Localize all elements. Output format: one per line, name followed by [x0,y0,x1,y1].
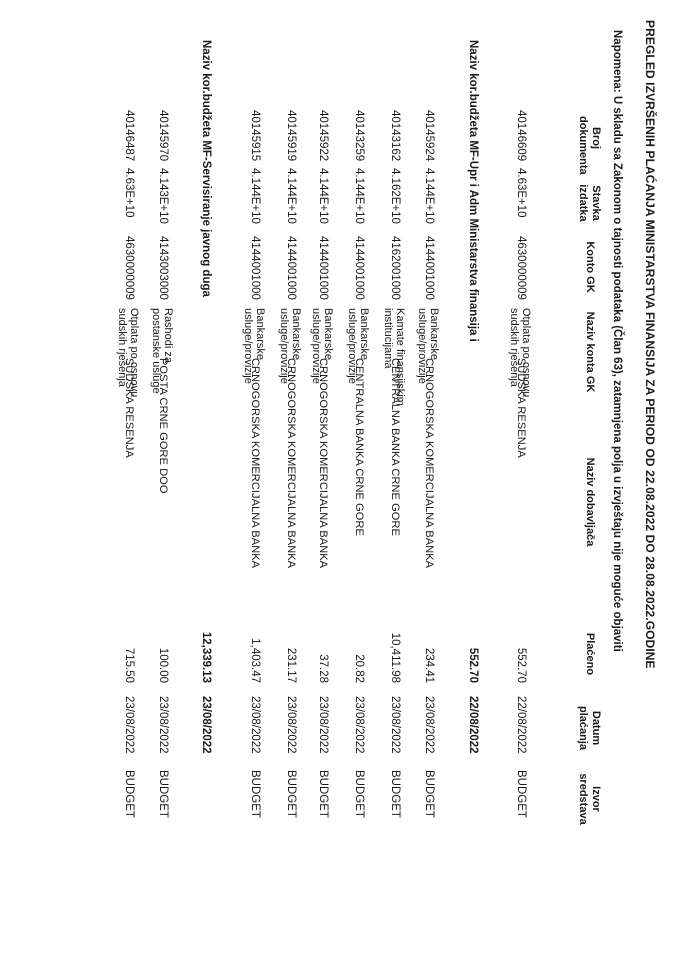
amount-paid: 234.41 [423,647,435,683]
supplier-name: SUDSKA RESENJA [515,358,527,458]
account-name: Rashodi za postanske usluge [150,308,174,394]
payment-date: 23/08/2022 [317,696,329,754]
amount-paid: 552.70 [515,647,527,683]
expense-item: 4.144E+10 [285,168,297,224]
confidentiality-note: Napomena: U skladu sa Zakonom o tajnosti podataka (Član 63), zatamnjena polja u izvještaju nije moguće objaviti [611,30,623,652]
col-header-konto: Konto GK [584,241,596,293]
account-name: Otplata po osnovu sudskih rješenja [508,308,532,398]
amount-paid: 100.00 [157,647,169,683]
expense-item: 4.63E+10 [123,168,135,218]
account-code: 4144001000 [249,236,261,300]
account-code: 4144001000 [285,236,297,300]
account-name: Bankarske usluge/provizije [310,308,334,384]
expense-item: 4.144E+10 [423,168,435,224]
expense-item: 4.144E+10 [317,168,329,224]
funding-source: BUDGET [123,770,135,818]
supplier-name: CRNOGORSKA KOMERCIJALNA BANKA [249,358,261,569]
amount-paid: 37.28 [317,654,329,683]
payment-date: 23/08/2022 [389,696,401,754]
section-total: 552.70 [467,647,479,683]
col-header-placeno: Plaćeno [584,632,596,676]
funding-source: BUDGET [317,770,329,818]
account-name: Otplata po osnovu sudskih rješenja [116,308,140,398]
account-name: Bankarske usluge/provizije [346,308,370,384]
section-total: 12,339.13 [200,631,212,683]
supplier-name: CRNOGORSKA KOMERCIJALNA BANKA [317,358,329,569]
supplier-name: CRNOGORSKA KOMERCIJALNA BANKA [285,358,297,569]
doc-number: 40143259 [353,110,365,162]
account-code: 4630000009 [515,236,527,300]
expense-item: 4.162E+10 [389,168,401,224]
doc-number: 40145970 [157,110,169,162]
amount-paid: 1,403.47 [249,638,261,683]
col-header-dobavljac: Naziv dobavljača [584,457,596,547]
amount-paid: 231.17 [285,647,297,683]
supplier-name: POSTA CRNE GORE DOO [157,358,169,494]
doc-number: 40145922 [317,110,329,162]
doc-number: 40145915 [249,110,261,162]
account-name: Bankarske usluge/provizije [278,308,302,384]
account-code: 4144001000 [317,236,329,300]
expense-item: 4.63E+10 [515,168,527,218]
payment-date: 23/08/2022 [285,696,297,754]
section-date: 23/08/2022 [200,696,212,754]
funding-source: BUDGET [157,770,169,818]
payment-date: 23/08/2022 [353,696,365,754]
amount-paid: 715.50 [123,647,135,683]
funding-source: BUDGET [249,770,261,818]
account-name: Kamate finansijskim institucijama [382,308,406,406]
expense-item: 4.144E+10 [249,168,261,224]
payment-date: 23/08/2022 [123,696,135,754]
account-code: 4144001000 [423,236,435,300]
col-header-naziv-konta: Naziv konta GK [584,311,596,393]
account-code: 4144001000 [353,236,365,300]
expense-item: 4.143E+10 [157,168,169,224]
payment-date: 23/08/2022 [249,696,261,754]
account-code: 4143003000 [157,236,169,300]
doc-number: 40146609 [515,110,527,162]
section-date: 22/08/2022 [467,696,479,754]
funding-source: BUDGET [389,770,401,818]
doc-number: 40145919 [285,110,297,162]
supplier-name: CRNOGORSKA KOMERCIJALNA BANKA [423,358,435,569]
account-code: 4630000009 [123,236,135,300]
amount-paid: 20.82 [353,654,365,683]
funding-source: BUDGET [423,770,435,818]
account-name: Bankarske usluge/provizije [416,308,440,384]
document-title: PREGLED IZVRŠENIH PLAĆANJA MINISTARSTVA FINANSIJA ZA PERIOD OD 22.08.2022 DO 28.08.2022.GODINE [643,20,657,669]
supplier-name: SUDSKA RESENJA [123,358,135,458]
payment-date: 23/08/2022 [423,696,435,754]
budget-section-name: Naziv kor.budžeta MF-Servisiranje javnog duga [200,40,212,297]
expense-item: 4.144E+10 [353,168,365,224]
doc-number: 40143162 [389,110,401,162]
doc-number: 40145924 [423,110,435,162]
funding-source: BUDGET [353,770,365,818]
budget-section-name: Naziv kor.budžeta MF-Upr i Adm Ministarstva finansija i [467,40,479,342]
amount-paid: 10,411.98 [389,632,401,683]
account-code: 4162001000 [389,236,401,300]
col-header-broj: Broj dokumenta [577,116,602,175]
funding-source: BUDGET [285,770,297,818]
supplier-name: CENTRALNA BANKA CRNE GORE [389,358,401,536]
doc-number: 40146487 [123,110,135,162]
col-header-stavka: Stavka izdatka [577,184,602,222]
account-name: Bankarske usluge/provizije [242,308,266,384]
payment-date: 23/08/2022 [157,696,169,754]
funding-source: BUDGET [515,770,527,818]
col-header-izvor: Izvor sredstava [577,773,602,825]
payment-date: 22/08/2022 [515,696,527,754]
col-header-datum: Datum plaćanja [577,706,602,751]
supplier-name: CENTRALNA BANKA CRNE GORE [353,358,365,536]
